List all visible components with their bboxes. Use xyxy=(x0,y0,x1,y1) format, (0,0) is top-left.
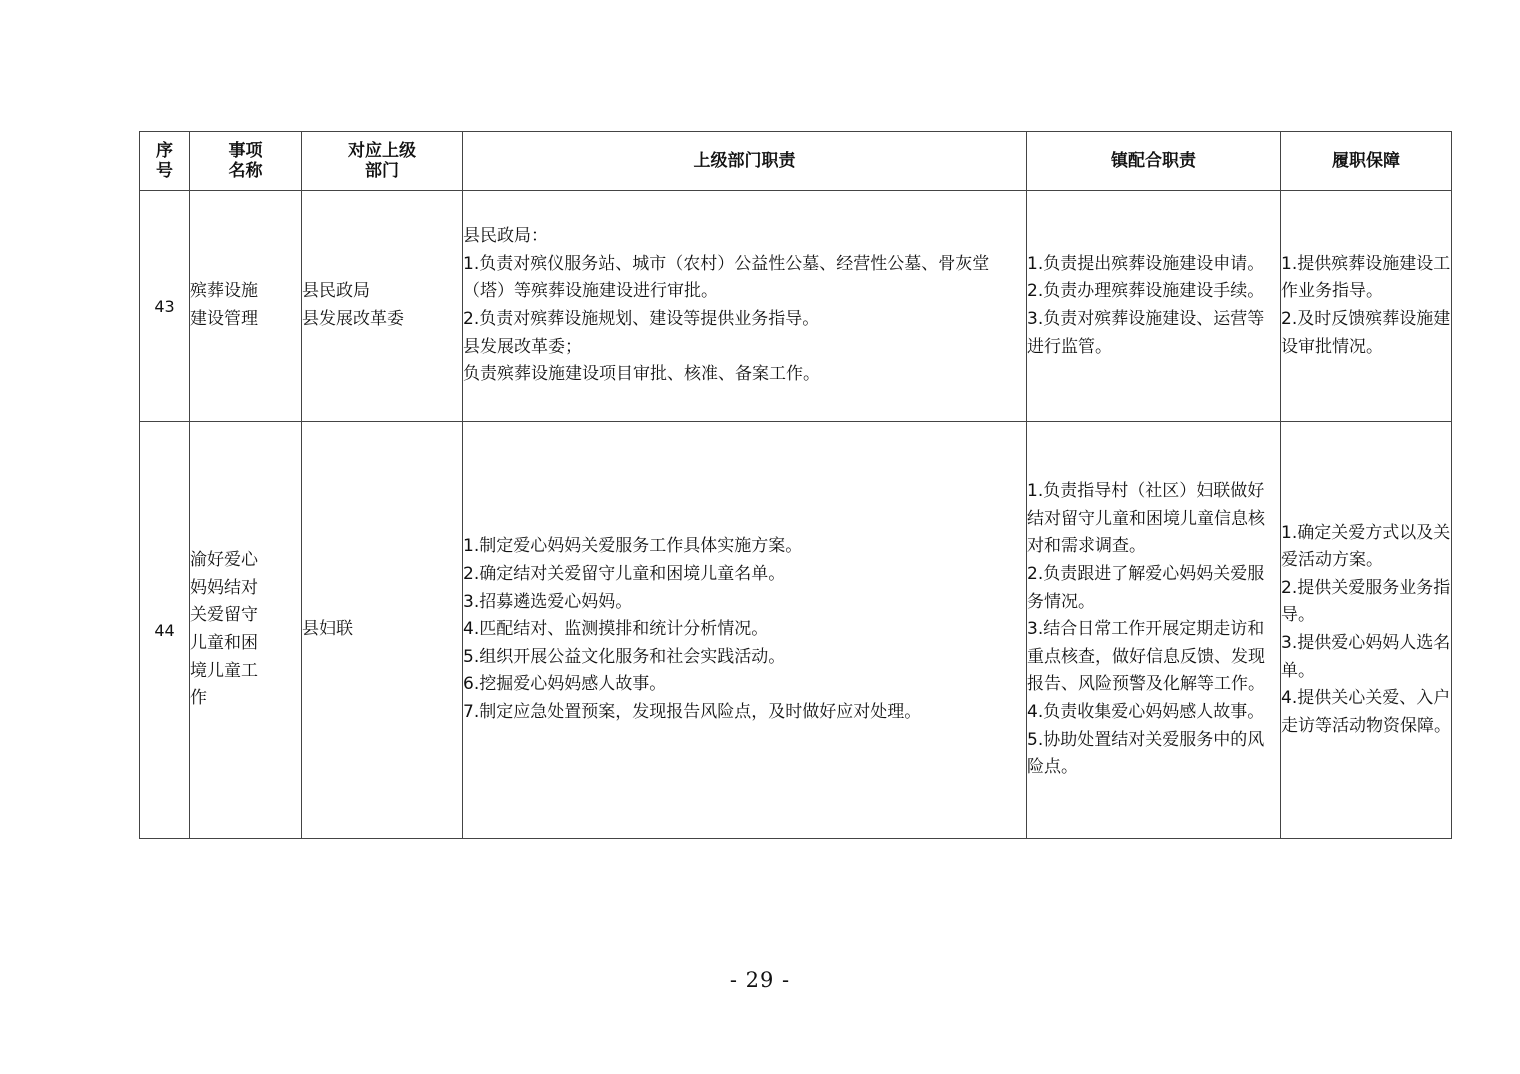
duties-table xyxy=(139,131,1452,839)
header-item-name: 事项 名称 xyxy=(190,132,302,191)
upper-duties: 县民政局： 1.负责对殡仪服务站、城市（农村）公益性公墓、经营性公墓、骨灰堂（塔）等殡葬设施建设进行审批。 2.负责对殡葬设施规划、建设等提供业务指导。 县发展改革委； 负责殡葬设施建设项目审批、核准、备案工作。 xyxy=(463,191,1027,422)
header-guarantee: 履职保障 xyxy=(1281,132,1452,191)
guarantee: 1.确定关爱方式以及关爱活动方案。 2.提供关爱服务业务指导。 3.提供爱心妈妈人选名单。 4.提供关心关爱、入户走访等活动物资保障。 xyxy=(1281,422,1452,839)
table-header-row xyxy=(140,132,1452,191)
guarantee: 1.提供殡葬设施建设工作业务指导。 2.及时反馈殡葬设施建设审批情况。 xyxy=(1281,191,1452,422)
upper-duties: 1.制定爱心妈妈关爱服务工作具体实施方案。 2.确定结对关爱留守儿童和困境儿童名单。 3.招募遴选爱心妈妈。 4.匹配结对、监测摸排和统计分析情况。 5.组织开展公益文化服务和社会实践活动。 6.挖掘爱心妈妈感人故事。 7.制定应急处置预案，发现报告风险点，及时做好应对处理。 xyxy=(463,422,1027,839)
row-number: 43 xyxy=(140,191,190,422)
town-duties: 1.负责提出殡葬设施建设申请。 2.负责办理殡葬设施建设手续。 3.负责对殡葬设施建设、运营等进行监管。 xyxy=(1027,191,1281,422)
town-duties: 1.负责指导村（社区）妇联做好结对留守儿童和困境儿童信息核对和需求调查。 2.负责跟进了解爱心妈妈关爱服务情况。 3.结合日常工作开展定期走访和重点核查，做好信息反馈、发现报告、风险预警及化解等工作。 4.负责收集爱心妈妈感人故事。 5.协助处置结对关爱服务中的风险点。 xyxy=(1027,422,1281,839)
row-number: 44 xyxy=(140,422,190,839)
table-row xyxy=(140,191,1452,422)
table-row xyxy=(140,422,1452,839)
upper-department: 县民政局 县发展改革委 xyxy=(302,191,463,422)
header-upper-duties: 上级部门职责 xyxy=(463,132,1027,191)
header-town-duties: 镇配合职责 xyxy=(1027,132,1281,191)
item-name: 殡葬设施建设管理 xyxy=(190,191,302,422)
upper-department: 县妇联 xyxy=(302,422,463,839)
header-no: 序 号 xyxy=(140,132,190,191)
page-number: - 29 - xyxy=(729,968,791,992)
header-upper-department: 对应上级 部门 xyxy=(302,132,463,191)
item-name: 渝好爱心妈妈结对关爱留守儿童和困境儿童工作 xyxy=(190,422,302,839)
